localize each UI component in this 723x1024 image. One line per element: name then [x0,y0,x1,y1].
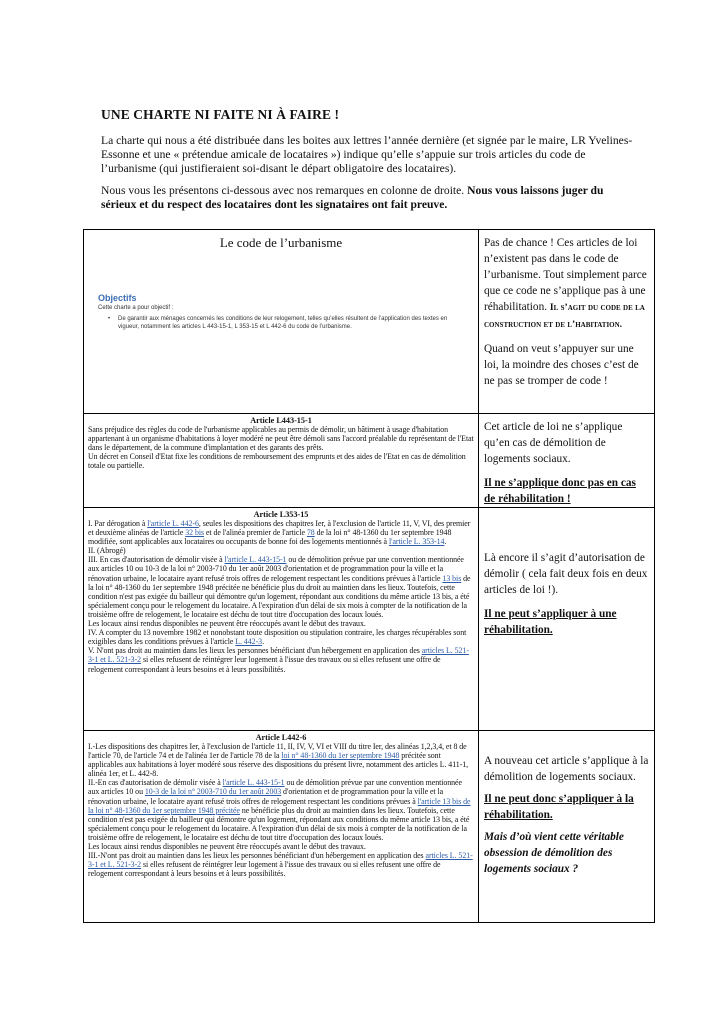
table-row [84,230,655,414]
objectifs-bullet-text: De garantir aux ménages concernés les conditions de leur relogement, telles qu’elles résultent de l’application des textes en vigueur, notamment les articles L 443-15-1, L 353-15 et L 442-6 du code de l’urbanisme. [118,316,448,330]
article-paragraph: Les locaux ainsi rendus disponibles ne peuvent être réoccupés avant le début des travaux. [88,619,366,629]
article-body [84,425,478,470]
article-paragraph [88,555,474,619]
article-cell [84,414,479,508]
text-run: si elles refusent de réintégrer leur logement à l'issue des travaux ou si elles refusent une offre de relogement correspondant à leurs besoins et à leurs possibilités. [88,860,441,879]
text-run: . [444,537,447,547]
intro-paragraph-1: La charte qui nous a été distribuée dans les boites aux lettres l’année dernière (et signée par le maire, LR Yvelines-Essonne et une « prétendue amicale de locataires ») indique qu’elle s’appuie sur trois articles du code de l’urbanisme (qui justifieraient soi-disant le départ obligatoire des locataires). [101,134,633,176]
text-run: si elles refusent de réintégrer leur logement à l'issue des travaux ou si elles refusent une offre de relogement correspondant à leurs besoins et à leurs possibilités. [88,655,441,674]
article-link[interactable]: l'article L. 442-6 [147,519,199,528]
table-row [84,731,655,923]
text-run: II.-En cas d'autorisation de démolir visée à [88,778,223,788]
text-run: d'orientation et de programmation pour la ville et la rénovation urbaine, le locataire ayant refusé trois offres de relogement respectant les conditions prévues à [88,787,444,806]
remark-text [479,414,654,507]
article-paragraph [88,778,474,842]
remark-cell [479,508,655,731]
table-row [84,414,655,508]
page-title: UNE CHARTE NI FAITE NI À FAIRE ! [101,107,340,122]
remark-text [479,230,654,389]
remark-1-smallcaps: Il s’agit du code de la construction et de l’habitation. [484,303,645,330]
remark-1-conclusion: Quand on veut s’appuyer sur une loi, la moindre des choses c’est de ne pas se tromper de code ! [484,343,639,387]
article-paragraph [88,851,474,878]
article-link[interactable]: 78 [306,528,315,538]
text-run: . [262,637,264,647]
code-urbanisme-cell [84,230,479,414]
text-run: et de l'alinéa premier de l'article [204,528,307,538]
article-body [84,742,478,878]
remark-cell [479,414,655,508]
article-link[interactable]: l'article L. 443-15-1 [224,555,287,565]
article-paragraph [88,628,474,646]
text-run: , seules les dispositions des chapitres Ier, à l'exclusion de l'article 11, V, VI, des premier et deuxième alinéas de l'article [88,519,471,538]
remark-2-conclusion: Il ne s’applique donc pas en cas de réhabilitation ! [484,477,636,505]
text-run: précitée sont applicables aux habitations à loyer modéré sous réserve des dispositions du présent livre, notamment des articles L. 411-1, alinéa 1er, et L. 442-8. [88,751,469,779]
article-paragraph [88,742,474,778]
objectifs-intro: Cette charte a pour objectif : [98,305,174,311]
article-paragraph: Les locaux ainsi rendus disponibles ne peuvent être réoccupés avant le début des travaux. [88,842,366,852]
remark-2-text: Cet article de loi ne s’applique qu’en cas de démolition de logements sociaux. [484,421,623,465]
objectifs-bullet [108,315,460,331]
article-cell [84,731,479,923]
article-title: Article L442-6 [255,733,307,742]
article-link[interactable]: loi n° 48-1360 du 1er septembre 1948 [281,751,400,761]
article-link[interactable]: 10-3 de la loi n° 2003-710 du 1er août 2003 [144,787,282,797]
remark-3-conclusion: Il ne peut s’appliquer à une réhabilitation. [484,608,617,636]
intro-paragraph-2-bold: Nous vous laissons juger du sérieux et du respect des locataires dont les signataires ont fait preuve. [101,184,604,212]
article-paragraph [88,519,474,546]
article-link[interactable]: L. 442-3 [235,637,263,647]
remark-3-text: Là encore il s’agit d’autorisation de démolir ( cela fait deux fois en deux articles de loi !). [484,552,648,596]
text-run: ne bénéficie plus du droit au maintien dans les lieux. Toutefois, cette condition n'est pas exigée du bailleur qui démontre qu'un logement, répondant aux conditions du même article 13 bis, a été spécialement conçu pour le relogement du locataire. A l'expiration d'un délai de six mois à compter de la notification de la troisième offre de relogement, le locataire est déchu de tout titre d'occupation des locaux loués. [88,805,470,842]
article-link[interactable]: l'article 13 bis de la loi n° 48-1360 du 1er septembre 1948 précitée [88,796,471,815]
text-run: IV. A compter du 13 novembre 1982 et nonobstant toute disposition ou stipulation contraire, les charges récupérables sont exigibles dans les conditions prévues à l'article [88,628,467,647]
text-run: ou de démolition prévue par une convention mentionnée aux articles 10 ou [88,778,462,797]
table-row [84,508,655,731]
article-title: Article L443-15-1 [250,416,312,425]
article-paragraph [88,646,474,673]
text-run: de la loi n° 48-1360 du 1er septembre 1948 précitée ne bénéficie plus du droit au maintien dans les lieux. Toutefois, cette condition n'est pas exigée du bailleur qui démontre qu'un logement, répondant aux conditions du même article 13 bis, a été spécialement conçu pour le relogement du locataire. A l'expiration d'un délai de six mois à compter de la notification de la troisième offre de relogement, le locataire est déchu de tout titre d'occupation des locaux loués. [88,573,471,619]
text-run: de la loi n° 48-1360 du 1er septembre 1948 modifiée, sont applicables aux locataires ou occupants de bonne foi des logements mentionnés à [88,528,452,547]
remark-1-text: Pas de chance ! Ces articles de loi n’existent pas dans le code de l’urbanisme. Tout simplement parce que ce code ne s’applique pas à une réhabilitation. [484,237,647,313]
text-run: III. En cas d'autorisation de démolir visée à [88,555,225,565]
remark-4-text: A nouveau cet article s’applique à la démolition de logements sociaux. [484,755,649,783]
article-paragraph: Un décret en Conseil d'Etat fixe les conditions de remboursement des emprunts et des aides de l'Etat en cas de démolition totale ou partielle. [88,452,466,471]
article-link[interactable]: articles L. 521-3-1 et L. 521-3-2 [88,851,473,870]
article-link[interactable]: l'article L. 353-14 [388,537,445,547]
objectifs-title: Objectifs [98,293,137,303]
text-run: I. Par dérogation à [88,519,148,528]
article-paragraph: Sans préjudice des règles du code de l'urbanisme applicables au permis de démolir, un bâtiment à usage d'habitation appartenant à un organisme d'habitations à loyer modéré ne peut être démoli sans l'accord préalable du représentant de l'Etat dans le département, de la commune d'implantation et des garants des prêts. [88,425,474,453]
article-paragraph: II. (Abrogé) [88,546,126,556]
bullet-icon: • [108,316,111,322]
intro-paragraph-2-text: Nous vous les présentons ci-dessous avec nos remarques en colonne de droite. [101,184,468,197]
article-link[interactable]: articles L. 521-3-1 et L. 521-3-2 [88,646,469,665]
text-run: III.-N'ont pas droit au maintien dans les lieux les personnes bénéficiant d'un hébergement en application des [88,851,426,861]
remark-cell [479,731,655,923]
article-link[interactable]: l'article L. 443-15-1 [222,778,285,788]
comparison-table [83,229,655,923]
article-link[interactable]: 32 bis [185,528,205,538]
remark-4-conclusion: Il ne peut donc s’appliquer à la réhabilitation. [484,793,634,821]
article-cell [84,508,479,731]
remark-cell [479,230,655,414]
article-link[interactable]: 13 bis [442,573,462,583]
article-body [84,519,478,674]
code-urbanisme-header: Le code de l’urbanisme [219,235,343,250]
text-run: V. N'ont pas droit au maintien dans les lieux les personnes bénéficiant d'un hébergement en application des [88,646,422,656]
remark-text [479,731,654,877]
remark-4-question: Mais d’où vient cette véritable obsession de démolition des logements sociaux ? [484,831,624,875]
text-run: ou de démolition prévue par une convention mentionnée aux articles 10 ou 10-3 de la loi n° 2003-710 du 1er août 2003 d'orientation et de programmation pour la ville et la rénovation urbaine, le locataire ayant refusé trois offres de relogement respectant les conditions prévues à l'article [88,555,464,583]
intro-paragraph-2 [101,184,636,212]
remark-text [479,508,654,638]
article-title: Article L353-15 [253,510,309,519]
text-run: I.-Les dispositions des chapitres Ier, à l'exclusion de l'article 11, II, IV, V, VI et VIII du titre Ier, des alinéas 1,2,3,4, et 8 de l'article 70, de l'article 74 et de l'alinéa 1er de l'article 78 de la [88,742,467,761]
